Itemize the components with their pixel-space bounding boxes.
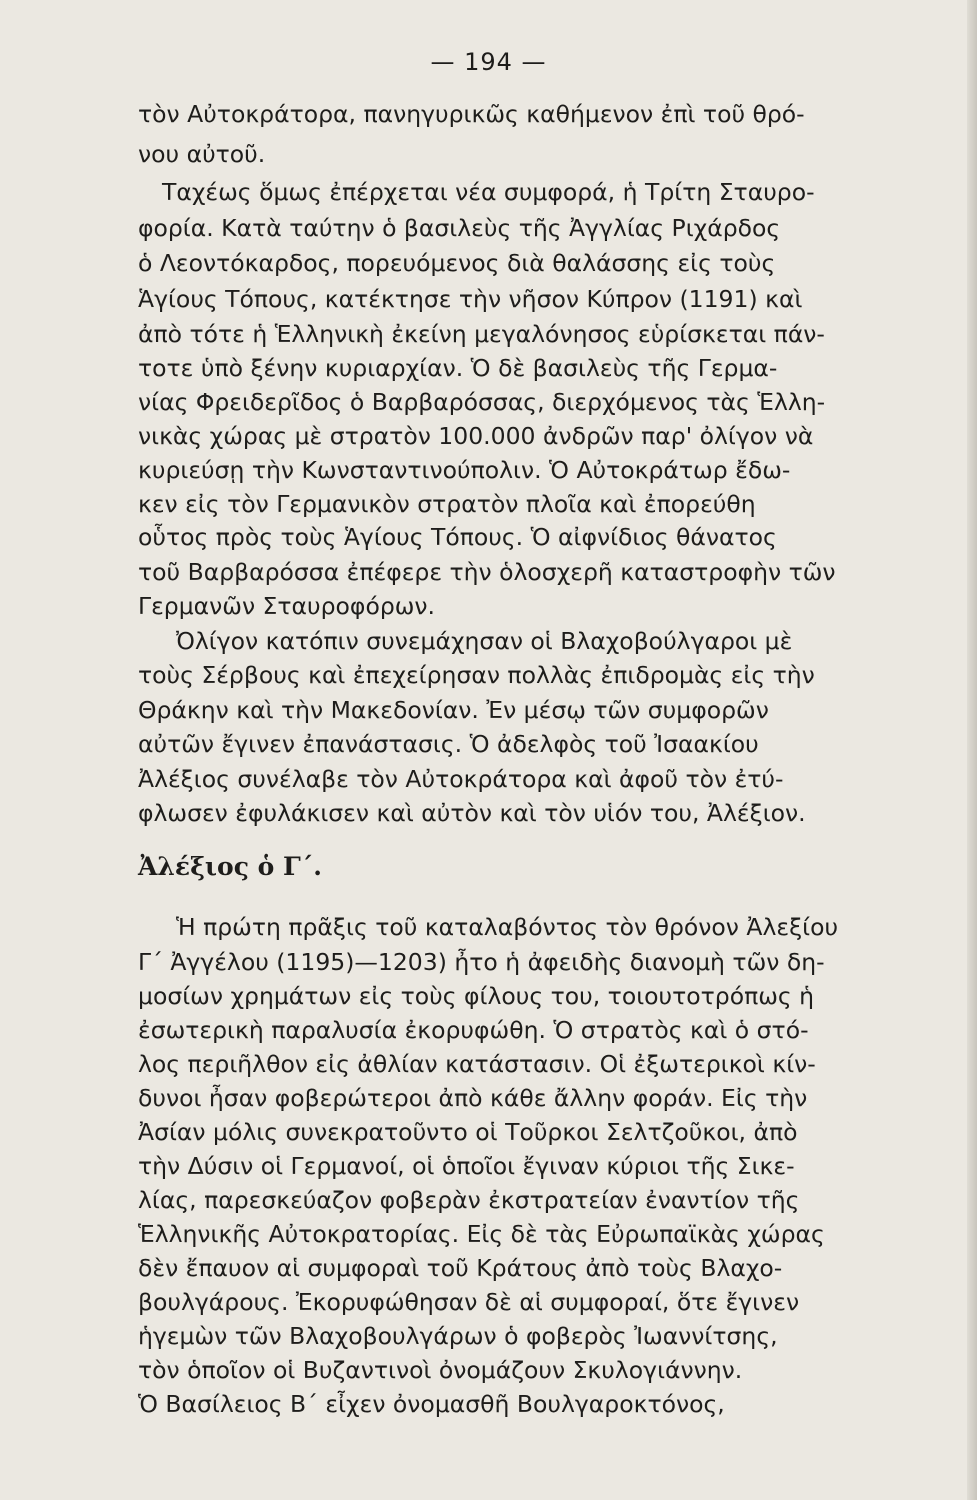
text-line: λος περιῆλθον εἰς ἀθλίαν κατάστασιν. Οἱ ἐξωτερικοὶ κίν- xyxy=(138,1050,816,1078)
text-line: νικὰς χώρας μὲ στρατὸν 100.000 ἀνδρῶν παρ' ὀλίγον νὰ xyxy=(138,422,814,450)
text-line: κυριεύσῃ τὴν Κωνσταντινούπολιν. Ὁ Αὐτοκράτωρ ἔδω- xyxy=(138,456,791,484)
text-line: μοσίων χρημάτων εἰς τοὺς φίλους του, τοιουτοτρόπως ἡ xyxy=(138,982,815,1010)
text-line: τοτε ὑπὸ ξένην κυριαρχίαν. Ὁ δὲ βασιλεὺς τῆς Γερμα- xyxy=(138,354,778,382)
text-line: κεν εἰς τὸν Γερμανικὸν στρατὸν πλοῖα καὶ ἐπορεύθη xyxy=(138,490,756,518)
text-line: νίας Φρειδερῖδος ὁ Βαρβαρόσσας, διερχόμενος τὰς Ἑλλη- xyxy=(138,388,826,416)
text-line: δυνοι ἦσαν φοβερώτεροι ἀπὸ κάθε ἄλλην φοράν. Εἰς τὴν xyxy=(138,1084,808,1112)
text-line: Ἀλέξιος συνέλαβε τὸν Αὐτοκράτορα καὶ ἀφοῦ τὸν ἐτύ- xyxy=(138,765,784,793)
text-line: Ἁγίους Τόπους, κατέκτησε τὴν νῆσον Κύπρον (1191) καὶ xyxy=(138,285,803,313)
text-line: Ἀσίαν μόλις συνεκρατοῦντο οἱ Τοῦρκοι Σελτζοῦκοι, ἀπὸ xyxy=(138,1118,798,1146)
text-line: βουλγάρους. Ἐκορυφώθησαν δὲ αἱ συμφοραί, ὅτε ἔγινεν xyxy=(138,1288,800,1316)
section-heading: Ἀλέξιος ὁ Γ΄. xyxy=(138,852,322,881)
text-line: Ἡ πρώτη πρᾶξις τοῦ καταλαβόντος τὸν θρόνον Ἀλεξίου xyxy=(176,913,839,941)
text-line: ἀπὸ τότε ἡ Ἑλληνικὴ ἐκείνη μεγαλόνησος εὑρίσκεται πάν- xyxy=(138,320,825,348)
text-line: Ταχέως ὅμως ἐπέρχεται νέα συμφορά, ἡ Τρίτη Σταυρο- xyxy=(162,178,815,206)
text-line: τὴν Δύσιν οἱ Γερμανοί, οἱ ὁποῖοι ἔγιναν κύριοι τῆς Σικε- xyxy=(138,1152,795,1180)
text-line: ὁ Λεοντόκαρδος, πορευόμενος διὰ θαλάσσης εἰς τοὺς xyxy=(138,249,776,277)
text-line: Θράκην καὶ τὴν Μακεδονίαν. Ἐν μέσῳ τῶν συμφορῶν xyxy=(138,696,769,724)
page-edge xyxy=(967,0,977,1500)
text-line: Ὁ Βασίλειος Β΄ εἶχεν ὀνομασθῆ Βουλγαροκτόνος, xyxy=(138,1390,725,1418)
text-line: τὸν Αὐτοκράτορα, πανηγυρικῶς καθήμενον ἐπὶ τοῦ θρό- xyxy=(138,100,805,128)
text-line: δὲν ἔπαυον αἱ συμφοραὶ τοῦ Κράτους ἀπὸ τοὺς Βλαχο- xyxy=(138,1254,783,1282)
text-line: Γερμανῶν Σταυροφόρων. xyxy=(138,592,436,620)
text-line: νου αὐτοῦ. xyxy=(138,140,266,168)
text-line: φλωσεν ἐφυλάκισεν καὶ αὐτὸν καὶ τὸν υἱόν του, Ἀλέξιον. xyxy=(138,799,806,827)
text-line: τοῦ Βαρβαρόσσα ἐπέφερε τὴν ὁλοσχερῆ καταστροφὴν τῶν xyxy=(138,558,836,586)
text-line: Γ΄ Ἀγγέλου (1195)—1203) ἦτο ἡ ἀφειδὴς διανομὴ τῶν δη- xyxy=(138,948,825,976)
text-line: οὗτος πρὸς τοὺς Ἁγίους Τόπους. Ὁ αἰφνίδιος θάνατος xyxy=(138,523,777,551)
text-line: λίας, παρεσκεύαζον φοβερὰν ἐκστρατείαν ἐναντίον τῆς xyxy=(138,1186,800,1214)
text-line: ἐσωτερικὴ παραλυσία ἐκορυφώθη. Ὁ στρατὸς καὶ ὁ στό- xyxy=(138,1016,809,1044)
text-line: τοὺς Σέρβους καὶ ἐπεχείρησαν πολλὰς ἐπιδρομὰς εἰς τὴν xyxy=(138,661,815,689)
text-line: αὐτῶν ἔγινεν ἐπανάστασις. Ὁ ἀδελφὸς τοῦ Ἰσαακίου xyxy=(138,730,759,758)
text-line: ἡγεμὼν τῶν Βλαχοβουλγάρων ὁ φοβερὸς Ἰωαννίτσης, xyxy=(138,1322,778,1350)
text-line: τὸν ὁποῖον οἱ Βυζαντινοὶ ὀνομάζουν Σκυλογιάννην. xyxy=(138,1356,743,1384)
page-number: — 194 — xyxy=(430,48,547,76)
text-line: φορία. Κατὰ ταύτην ὁ βασιλεὺς τῆς Ἀγγλίας Ριχάρδος xyxy=(138,214,781,242)
text-line: Ὀλίγον κατόπιν συνεμάχησαν οἱ Βλαχοβούλγαροι μὲ xyxy=(176,627,793,655)
text-line: Ἑλληνικῆς Αὐτοκρατορίας. Εἰς δὲ τὰς Εὐρωπαϊκὰς χώρας xyxy=(138,1220,825,1248)
